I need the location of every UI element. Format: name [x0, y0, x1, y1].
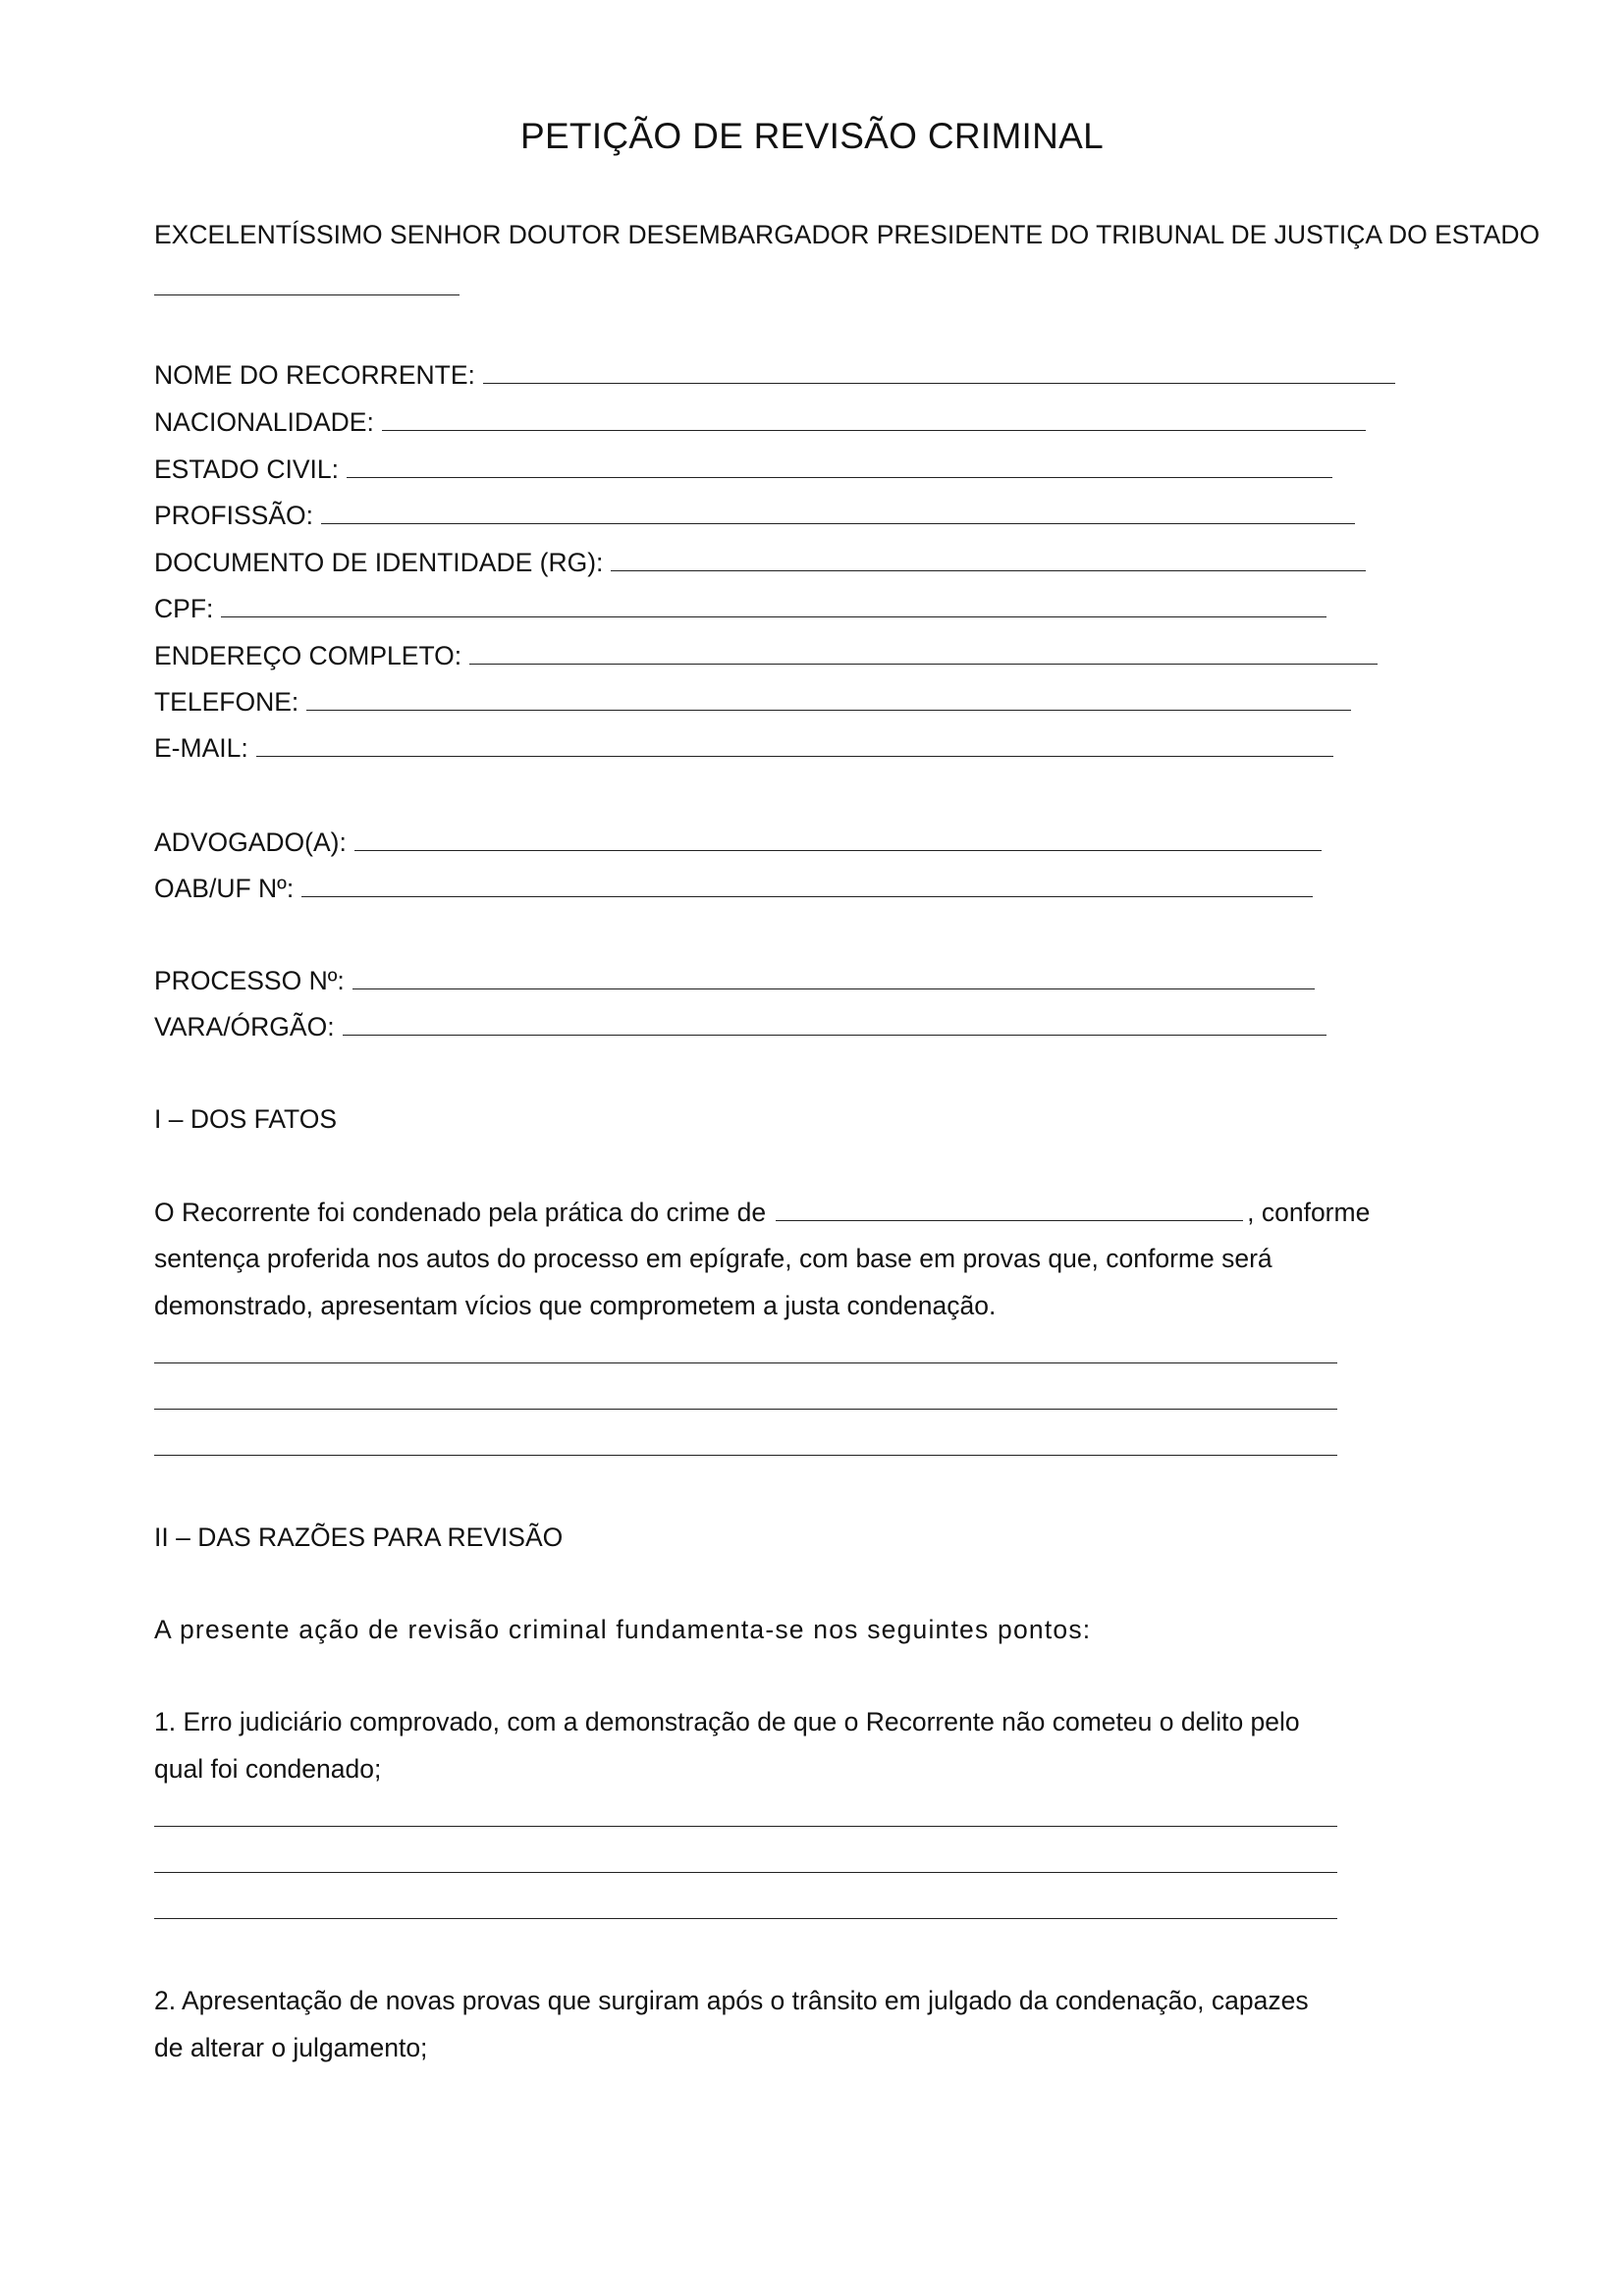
field-nacionalidade-label: NACIONALIDADE:	[154, 407, 374, 437]
facts-blank-line-3[interactable]	[154, 1455, 1337, 1456]
field-vara	[154, 1010, 1326, 1043]
field-cpf-blank[interactable]	[221, 593, 1326, 617]
field-profissao	[154, 499, 1355, 532]
field-nome-blank[interactable]	[483, 359, 1395, 384]
field-profissao-blank[interactable]	[321, 500, 1355, 524]
document-title: PETIÇÃO DE REVISÃO CRIMINAL	[519, 116, 1105, 156]
section-1-heading: I – DOS FATOS	[154, 1104, 338, 1134]
field-processo-blank[interactable]	[352, 965, 1315, 989]
field-rg-blank[interactable]	[611, 547, 1366, 571]
facts-blank-line-2[interactable]	[154, 1409, 1337, 1410]
field-cpf-label: CPF:	[154, 594, 214, 623]
field-rg	[154, 546, 1366, 579]
field-endereco	[154, 639, 1378, 672]
field-cpf	[154, 592, 1326, 625]
addressee-line: EXCELENTÍSSIMO SENHOR DOUTOR DESEMBARGADOR PRESIDENTE DO TRIBUNAL DE JUSTIÇA DO ESTADO	[154, 220, 1541, 249]
field-telefone-label: TELEFONE:	[154, 687, 299, 717]
point-2-line-1: 2. Apresentação de novas provas que surgiram após o trânsito em julgado da condenação, capazes	[154, 1986, 1309, 2015]
field-email	[154, 731, 1333, 765]
section-2-intro: A presente ação de revisão criminal fundamenta-se nos seguintes pontos:	[154, 1615, 1092, 1644]
field-nome-label: NOME DO RECORRENTE:	[154, 360, 475, 390]
point-1-blank-line-2[interactable]	[154, 1872, 1337, 1873]
section-1-line-1	[154, 1196, 1370, 1229]
field-advogado-blank[interactable]	[354, 827, 1322, 851]
facts-blank-line-1[interactable]	[154, 1362, 1337, 1363]
section-2-heading: II – DAS RAZÕES PARA REVISÃO	[154, 1522, 564, 1552]
field-nacionalidade	[154, 405, 1366, 439]
addressee-state-blank[interactable]	[154, 294, 460, 295]
field-email-label: E-MAIL:	[154, 733, 248, 763]
field-endereco-blank[interactable]	[469, 640, 1378, 665]
field-nome	[154, 358, 1395, 392]
field-estado-civil	[154, 453, 1332, 486]
field-processo-label: PROCESSO Nº:	[154, 966, 345, 995]
point-1-blank-line-3[interactable]	[154, 1918, 1337, 1919]
point-1-line-1: 1. Erro judiciário comprovado, com a demonstração de que o Recorrente não cometeu o delito pelo	[154, 1707, 1300, 1736]
crime-blank[interactable]	[776, 1197, 1243, 1221]
field-endereco-label: ENDEREÇO COMPLETO:	[154, 641, 462, 670]
field-advogado-label: ADVOGADO(A):	[154, 828, 347, 857]
field-profissao-label: PROFISSÃO:	[154, 501, 313, 530]
field-advogado	[154, 826, 1322, 859]
field-vara-label: VARA/ÓRGÃO:	[154, 1012, 335, 1041]
section-1-line-1-end: , conforme	[1247, 1198, 1371, 1227]
field-oab	[154, 872, 1313, 905]
field-rg-label: DOCUMENTO DE IDENTIDADE (RG):	[154, 548, 604, 577]
point-1-line-2: qual foi condenado;	[154, 1754, 382, 1784]
section-1-line-1-start: O Recorrente foi condenado pela prática do crime de	[154, 1198, 767, 1227]
point-2-line-2: de alterar o julgamento;	[154, 2033, 428, 2062]
field-oab-label: OAB/UF Nº:	[154, 874, 295, 903]
field-estado-civil-blank[interactable]	[347, 454, 1332, 478]
field-nacionalidade-blank[interactable]	[382, 406, 1366, 431]
field-processo	[154, 964, 1315, 997]
field-email-blank[interactable]	[256, 732, 1333, 757]
field-oab-blank[interactable]	[301, 873, 1313, 897]
section-1-line-2: sentença proferida nos autos do processo em epígrafe, com base em provas que, conforme será	[154, 1244, 1272, 1273]
field-telefone	[154, 685, 1351, 719]
section-1-line-3: demonstrado, apresentam vícios que comprometem a justa condenação.	[154, 1291, 997, 1320]
field-estado-civil-label: ESTADO CIVIL:	[154, 454, 339, 484]
field-telefone-blank[interactable]	[306, 686, 1351, 711]
field-vara-blank[interactable]	[343, 1011, 1326, 1036]
point-1-blank-line-1[interactable]	[154, 1826, 1337, 1827]
